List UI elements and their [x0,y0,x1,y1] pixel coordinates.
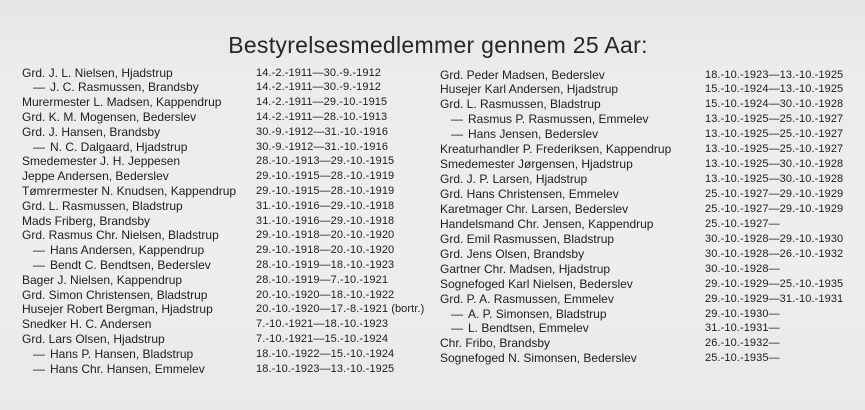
member-name: Hans Andersen, Kappendrup [50,243,205,258]
term-dates: 13.-10.-1925—25.-10.-1927 [705,113,844,126]
term-dates: 25.-10.-1935— [705,352,780,365]
term-dates: 13.-10.-1925—30.-10.-1928 [705,158,844,171]
member-row [22,140,432,155]
member-name: Grd. J. Hansen, Brandsby [22,124,161,139]
member-name: Grd. Rasmus Chr. Nielsen, Bladstrup [22,228,219,243]
term-dates: 13.-10.-1925—25.-10.-1927 [705,143,844,156]
term-dates: 28.-10.-1919—18.-10.-1923 [256,258,395,271]
ditto-mark: — [33,243,45,258]
member-name: Gartner Chr. Madsen, Hjadstrup [440,261,611,276]
term-dates: 29.-10.-1918—20.-10.-1920 [256,244,395,257]
term-dates: 20.-10.-1920—17.-8.-1921 (bortr.) [256,303,425,316]
member-row [440,82,860,97]
term-dates: 14.-2.-1911—30.-9.-1912 [256,81,382,94]
member-name: Grd. L. Rasmussen, Bladstrup [22,198,183,213]
member-row [440,336,860,351]
member-name: Smedemester Jørgensen, Hjadstrup [440,157,633,172]
term-dates: 28.-10.-1919—7.-10.-1921 [256,273,389,286]
ditto-mark: — [451,321,463,336]
member-name: Grd. Hans Christensen, Emmelev [440,187,619,201]
term-dates: 18.-10.-1922—15.-10.-1924 [256,347,395,360]
member-row [440,68,860,83]
term-dates: 29.-10.-1915—28.-10.-1919 [256,170,395,183]
ditto-mark: — [33,361,45,376]
term-dates: 29.-10.-1918—20.-10.-1920 [256,229,395,242]
term-dates: 15.-10.-1924—30.-10.-1928 [705,98,844,111]
term-dates: 31.-10.-1916—29.-10.-1918 [256,199,395,212]
ditto-mark: — [33,139,45,154]
member-row [440,157,860,172]
member-name: Sognefoged N. Simonsen, Bederslev [440,351,637,366]
member-row [440,277,860,292]
term-dates: 25.-10.-1927— [705,217,780,230]
member-row [440,262,860,277]
term-dates: 29.-10.-1915—28.-10.-1919 [256,184,395,197]
term-dates: 14.-2.-1911—28.-10.-1913 [256,110,388,123]
member-row [22,288,432,303]
member-row [440,202,860,217]
left-member-list [22,66,432,377]
term-dates: 15.-10.-1924—13.-10.-1925 [705,83,844,96]
member-row [22,362,432,377]
member-name: Grd. Peder Madsen, Bederslev [440,67,605,82]
member-row [440,321,860,336]
member-name: Husejer Karl Andersen, Hjadstrup [440,82,619,97]
term-dates: 30.-10.-1928—29.-10.-1930 [705,232,844,245]
member-name: Grd. Emil Rasmussen, Bladstrup [440,231,615,246]
member-row [22,66,432,81]
member-name: Tømrermester N. Knudsen, Kappendrup [22,183,237,198]
member-row [440,247,860,262]
member-name: J. C. Rasmussen, Brandsby [50,80,199,95]
member-row [22,243,432,258]
member-row [440,351,860,366]
member-row [22,80,432,95]
term-dates: 18.-10.-1923—13.-10.-1925 [256,362,395,375]
member-name: Handelsmand Chr. Jensen, Kappendrup [440,216,654,231]
term-dates: 31.-10.-1931— [705,322,780,335]
member-row [22,273,432,288]
member-row [22,347,432,362]
term-dates: 7.-10.-1921—18.-10.-1923 [256,318,389,331]
term-dates: 14.-2.-1911—30.-9.-1912 [256,66,382,79]
member-row [22,302,432,317]
term-dates: 14.-2.-1911—29.-10.-1915 [256,96,388,109]
member-name: Grd. L. Rasmussen, Bladstrup [440,97,601,112]
member-name: Smedemester J. H. Jeppesen [22,154,181,169]
term-dates: 29.-10.-1930— [705,307,780,320]
member-name: Grd. K. M. Mogensen, Bederslev [22,109,197,124]
member-row [22,110,432,125]
member-name: Sognefoged Karl Nielsen, Bederslev [440,276,633,291]
ditto-mark: — [451,127,463,142]
member-name: Rasmus P. Rasmussen, Emmelev [468,112,649,127]
member-row [22,154,432,169]
member-name: Hans Chr. Hansen, Emmelev [50,361,205,376]
member-name: Bager J. Nielsen, Kappendrup [22,272,183,287]
term-dates: 30.-9.-1912—31.-10.-1916 [256,140,389,153]
member-row [22,95,432,110]
term-dates: 25.-10.-1927—29.-10.-1929 [705,188,844,200]
ditto-mark: — [33,257,45,272]
term-dates: 25.-10.-1927—29.-10.-1929 [705,202,844,215]
member-name: Grd. J. L. Nielsen, Hjadstrup [22,65,173,80]
ditto-mark: — [33,346,45,361]
term-dates: 13.-10.-1925—30.-10.-1928 [705,173,844,186]
member-row [440,127,860,142]
member-row [440,172,860,187]
member-row [440,292,860,307]
member-name: A. P. Simonsen, Bladstrup [468,306,607,321]
page-title: Bestyrelsesmedlemmer gennem 25 Aar: [228,32,648,58]
member-row [440,112,860,127]
member-name: Grd. Lars Olsen, Hjadstrup [22,331,165,346]
term-dates: 18.-10.-1923—13.-10.-1925 [705,68,844,81]
member-row [22,214,432,229]
member-name: N. C. Dalgaard, Hjadstrup [50,139,188,154]
member-name: Hans P. Hansen, Bladstrup [50,346,194,361]
member-row [22,228,432,243]
member-name: Husejer Robert Bergman, Hjadstrup [22,302,213,317]
term-dates: 29.-10.-1929—25.-10.-1935 [705,277,844,290]
member-name: L. Bendtsen, Emmelev [468,321,589,336]
term-dates: 26.-10.-1932— [705,337,780,350]
member-name: Murermester L. Madsen, Kappendrup [22,95,222,110]
member-row [22,332,432,347]
member-row [22,184,432,199]
right-member-list [440,68,860,367]
term-dates: 30.-9.-1912—31.-10.-1916 [256,125,389,138]
term-dates: 31.-10.-1916—29.-10.-1918 [256,214,395,227]
member-row [440,142,860,157]
term-dates: 28.-10.-1913—29.-10.-1915 [256,155,395,168]
member-name: Karetmager Chr. Larsen, Bederslev [440,201,629,216]
member-row [22,317,432,332]
ditto-mark: — [451,306,463,321]
member-row [440,232,860,247]
member-name: Bendt C. Bendtsen, Bederslev [50,257,211,272]
member-name: Grd. Simon Christensen, Bladstrup [22,287,208,302]
member-row [22,125,432,140]
member-name: Grd. Jens Olsen, Brandsby [440,246,585,261]
member-row [22,169,432,184]
member-name: Hans Jensen, Bederslev [468,127,599,142]
member-name: Jeppe Andersen, Bederslev [22,169,169,184]
member-row [440,217,860,232]
member-row [440,97,860,112]
member-row [440,187,860,202]
ditto-mark: — [33,80,45,95]
member-row [22,258,432,273]
member-name: Grd. J. P. Larsen, Hjadstrup [440,172,588,187]
member-row [22,199,432,214]
member-name: Snedker H. C. Andersen [22,317,152,332]
member-name: Chr. Fribo, Brandsby [440,336,551,351]
term-dates: 30.-10.-1928— [705,262,780,275]
term-dates: 7.-10.-1921—15.-10.-1924 [256,332,389,345]
member-name: Mads Friberg, Brandsby [22,213,151,228]
term-dates: 13.-10.-1925—25.-10.-1927 [705,128,844,141]
term-dates: 30.-10.-1928—26.-10.-1932 [705,247,844,260]
member-row [440,307,860,322]
term-dates: 20.-10.-1920—18.-10.-1922 [256,288,395,301]
member-name: Grd. P. A. Rasmussen, Emmelev [440,291,614,306]
member-name: Kreaturhandler P. Frederiksen, Kappendrup [440,142,672,157]
ditto-mark: — [451,112,463,127]
term-dates: 29.-10.-1929—31.-10.-1931 [705,292,844,305]
